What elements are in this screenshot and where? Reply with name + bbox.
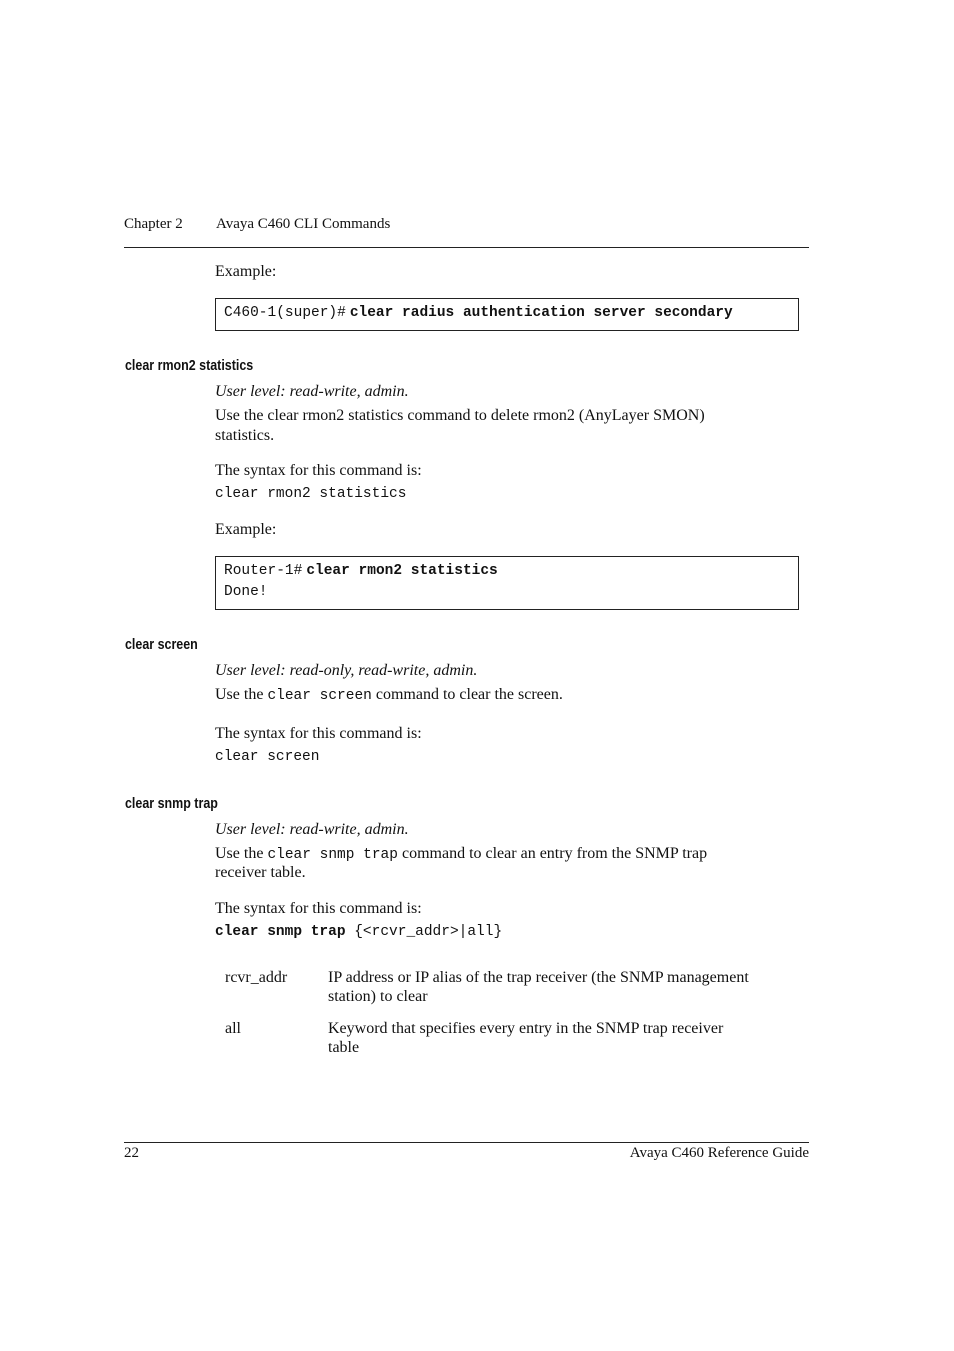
param-description: IP address or IP alias of the trap receiver (the SNMP management bbox=[328, 969, 749, 986]
param-description: Keyword that specifies every entry in the SNMP trap receiver bbox=[328, 1020, 724, 1037]
code-block-rmon2 bbox=[215, 556, 799, 610]
header-title: Avaya C460 CLI Commands bbox=[216, 216, 391, 232]
description-line: Use the clear rmon2 statistics command to delete rmon2 (AnyLayer SMON) bbox=[215, 407, 705, 424]
code-block-radius bbox=[215, 298, 799, 331]
code-prompt: Router-1# bbox=[224, 563, 303, 579]
code-command: clear rmon2 statistics bbox=[306, 563, 498, 579]
syntax-label: The syntax for this command is: bbox=[215, 462, 422, 479]
description-text: command to clear an entry from the SNMP trap bbox=[401, 845, 708, 862]
description-line: statistics. bbox=[215, 427, 275, 444]
description-text: Use the bbox=[215, 845, 264, 862]
section-heading-snmp: clear snmp trap bbox=[125, 796, 218, 812]
param-description: station) to clear bbox=[328, 988, 428, 1005]
page-number: 22 bbox=[124, 1145, 139, 1161]
code-output: Done! bbox=[224, 584, 268, 600]
param-name: rcvr_addr bbox=[225, 969, 288, 986]
param-description: table bbox=[328, 1039, 360, 1056]
syntax-arguments: {<rcvr_addr>|all} bbox=[354, 924, 503, 940]
inline-code: clear snmp trap bbox=[267, 847, 398, 863]
syntax-label: The syntax for this command is: bbox=[215, 725, 422, 742]
description-line: receiver table. bbox=[215, 864, 306, 881]
user-level: User level: read-write, admin. bbox=[215, 821, 409, 838]
example-label: Example: bbox=[215, 263, 277, 280]
user-level: User level: read-only, read-write, admin. bbox=[215, 662, 478, 679]
syntax-code bbox=[215, 922, 502, 943]
syntax-label: The syntax for this command is: bbox=[215, 900, 422, 917]
code-prompt: C460-1(super)# bbox=[224, 305, 346, 321]
param-name: all bbox=[225, 1020, 241, 1037]
description-text: command to clear the screen. bbox=[375, 686, 563, 703]
header-rule bbox=[124, 247, 809, 248]
footer-title: Avaya C460 Reference Guide bbox=[629, 1145, 809, 1161]
description-text: Use the bbox=[215, 686, 264, 703]
example-label: Example: bbox=[215, 521, 277, 538]
syntax-command: clear snmp trap bbox=[215, 924, 346, 940]
user-level: User level: read-write, admin. bbox=[215, 383, 409, 400]
section-heading-rmon2: clear rmon2 statistics bbox=[125, 358, 254, 374]
inline-code: clear screen bbox=[267, 688, 372, 704]
syntax-code: clear screen bbox=[215, 749, 320, 765]
syntax-code: clear rmon2 statistics bbox=[215, 486, 407, 502]
description-line bbox=[215, 685, 563, 707]
section-heading-screen: clear screen bbox=[125, 637, 198, 653]
header-chapter: Chapter 2 bbox=[124, 216, 183, 232]
footer-rule bbox=[124, 1142, 809, 1143]
code-command: clear radius authentication server secondary bbox=[349, 305, 733, 321]
